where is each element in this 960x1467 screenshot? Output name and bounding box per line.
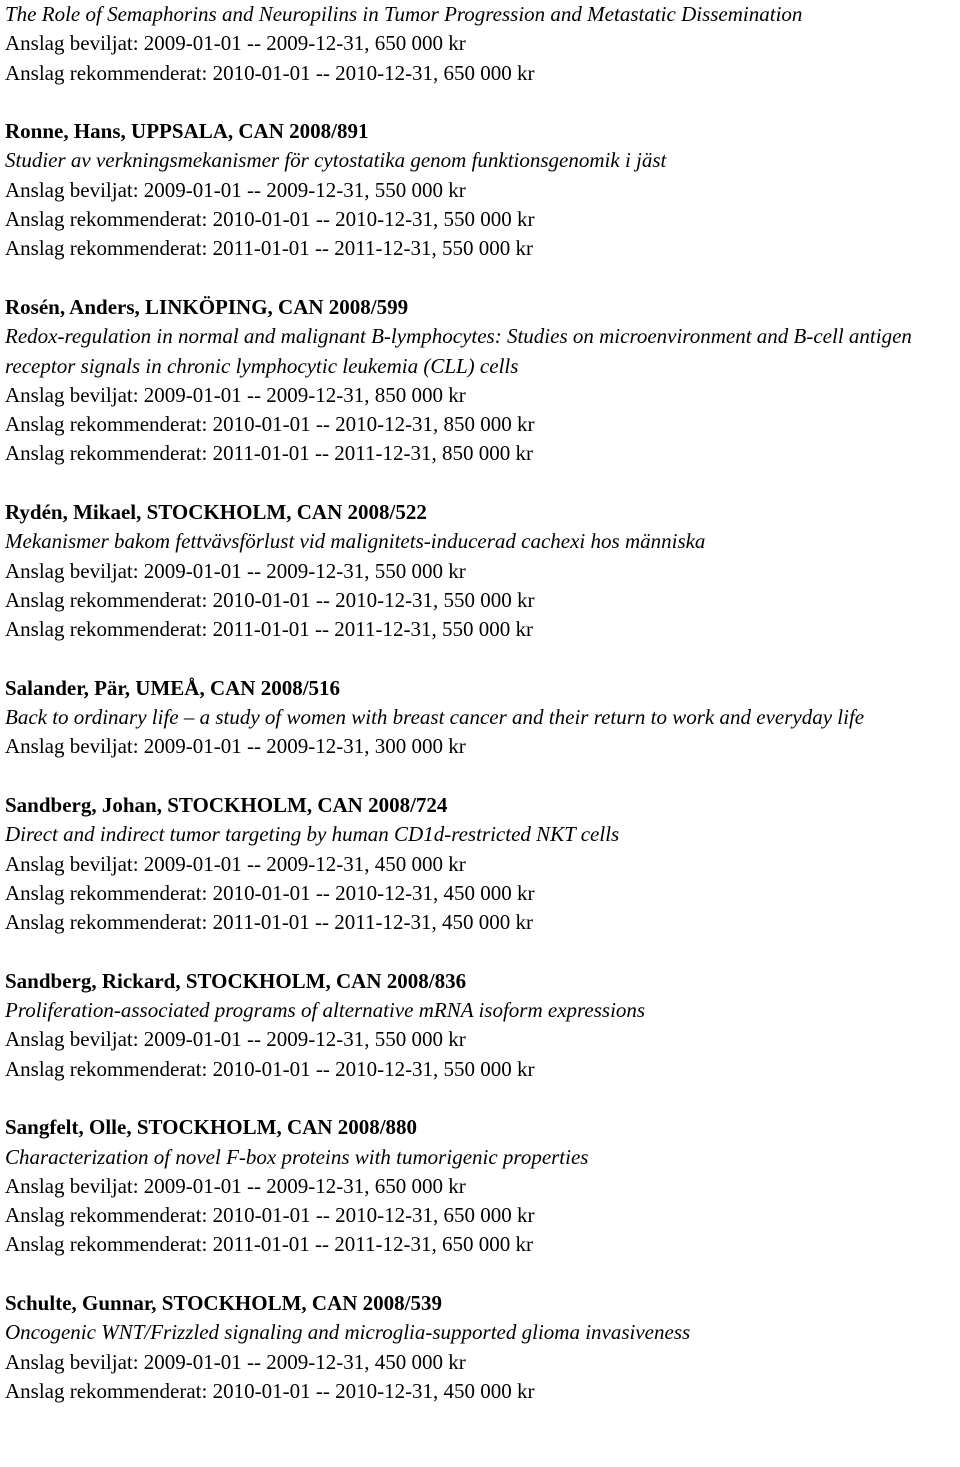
grant-line: Anslag beviljat: 2009-01-01 -- 2009-12-31, 550 000 kr: [5, 177, 466, 202]
grant-line: Anslag beviljat: 2009-01-01 -- 2009-12-31, 650 000 kr: [5, 31, 466, 56]
grant-line: Anslag rekommenderat: 2010-01-01 -- 2010-12-31, 650 000 kr: [5, 60, 535, 85]
grant-entry: [5, 498, 955, 644]
grant-line: Anslag rekommenderat: 2010-01-01 -- 2010-12-31, 550 000 kr: [5, 587, 535, 612]
applicant-heading: Rydén, Mikael, STOCKHOLM, CAN 2008/522: [5, 500, 427, 525]
grant-line: Anslag rekommenderat: 2010-01-01 -- 2010-12-31, 550 000 kr: [5, 207, 535, 232]
applicant-heading: Schulte, Gunnar, STOCKHOLM, CAN 2008/539: [5, 1291, 442, 1316]
grant-entry: [5, 967, 955, 1084]
applicant-heading: Salander, Pär, UMEÅ, CAN 2008/516: [5, 675, 341, 700]
grant-entry: [5, 674, 955, 762]
project-title: Studier av verkningsmekanismer för cytostatika genom funktionsgenomik i jäst: [5, 148, 667, 173]
project-title: Direct and indirect tumor targeting by human CD1d-restricted NKT cells: [5, 822, 620, 847]
grant-line: Anslag rekommenderat: 2011-01-01 -- 2011-12-31, 850 000 kr: [5, 441, 533, 466]
applicant-heading: Sandberg, Rickard, STOCKHOLM, CAN 2008/836: [5, 968, 467, 993]
grant-entry: [5, 0, 955, 88]
grant-line: Anslag rekommenderat: 2010-01-01 -- 2010-12-31, 450 000 kr: [5, 880, 535, 905]
grant-line: Anslag rekommenderat: 2011-01-01 -- 2011-12-31, 550 000 kr: [5, 236, 533, 261]
project-title: Back to ordinary life – a study of women with breast cancer and their return to work and everyday life: [5, 705, 865, 730]
project-title: Redox-regulation in normal and malignant B-lymphocytes: Studies on microenvironment and B-cell antigen receptor signals in chronic lymphocytic leukemia (CLL) cells: [5, 324, 912, 378]
grant-line: Anslag beviljat: 2009-01-01 -- 2009-12-31, 300 000 kr: [5, 734, 466, 759]
grant-line: Anslag beviljat: 2009-01-01 -- 2009-12-31, 650 000 kr: [5, 1173, 466, 1198]
project-title: Proliferation-associated programs of alternative mRNA isoform expressions: [5, 998, 646, 1023]
grant-line: Anslag beviljat: 2009-01-01 -- 2009-12-31, 550 000 kr: [5, 1027, 466, 1052]
project-title: Mekanismer bakom fettvävsförlust vid malignitets-inducerad cachexi hos människa: [5, 529, 706, 554]
applicant-heading: Sandberg, Johan, STOCKHOLM, CAN 2008/724: [5, 793, 448, 818]
grant-line: Anslag rekommenderat: 2010-01-01 -- 2010-12-31, 550 000 kr: [5, 1056, 535, 1081]
project-title: Oncogenic WNT/Frizzled signaling and microglia-supported glioma invasiveness: [5, 1320, 691, 1345]
grant-line: Anslag rekommenderat: 2011-01-01 -- 2011-12-31, 450 000 kr: [5, 910, 533, 935]
grant-line: Anslag beviljat: 2009-01-01 -- 2009-12-31, 450 000 kr: [5, 851, 466, 876]
grant-line: Anslag rekommenderat: 2010-01-01 -- 2010-12-31, 650 000 kr: [5, 1203, 535, 1228]
grant-entry: [5, 293, 955, 469]
grant-entry: [5, 1113, 955, 1259]
grant-line: Anslag beviljat: 2009-01-01 -- 2009-12-31, 450 000 kr: [5, 1349, 466, 1374]
grant-line: Anslag rekommenderat: 2011-01-01 -- 2011-12-31, 650 000 kr: [5, 1232, 533, 1257]
grant-line: Anslag rekommenderat: 2010-01-01 -- 2010-12-31, 850 000 kr: [5, 412, 535, 437]
applicant-heading: Rosén, Anders, LINKÖPING, CAN 2008/599: [5, 294, 409, 319]
grant-entry: [5, 1289, 955, 1406]
grant-entry: [5, 117, 955, 263]
project-title: Characterization of novel F-box proteins with tumorigenic properties: [5, 1144, 589, 1169]
project-title: The Role of Semaphorins and Neuropilins in Tumor Progression and Metastatic Dissemination: [5, 2, 803, 26]
applicant-heading: Sangfelt, Olle, STOCKHOLM, CAN 2008/880: [5, 1115, 418, 1140]
grant-line: Anslag beviljat: 2009-01-01 -- 2009-12-31, 550 000 kr: [5, 558, 466, 583]
grant-line: Anslag rekommenderat: 2011-01-01 -- 2011-12-31, 550 000 kr: [5, 617, 533, 642]
grant-line: Anslag beviljat: 2009-01-01 -- 2009-12-31, 850 000 kr: [5, 382, 466, 407]
grant-line: Anslag rekommenderat: 2010-01-01 -- 2010-12-31, 450 000 kr: [5, 1378, 535, 1403]
applicant-heading: Ronne, Hans, UPPSALA, CAN 2008/891: [5, 119, 369, 144]
grant-entry: [5, 791, 955, 937]
grant-list: [5, 0, 955, 1406]
